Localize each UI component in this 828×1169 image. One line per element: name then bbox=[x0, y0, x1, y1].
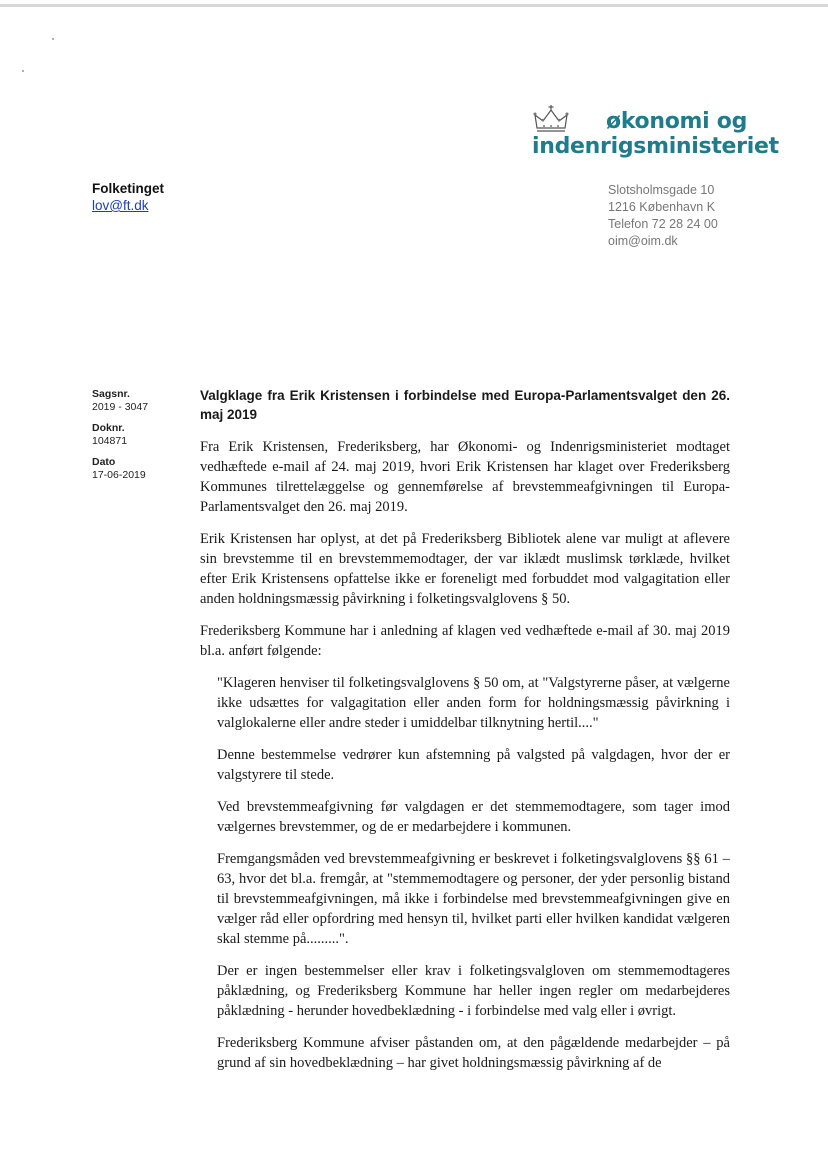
meta-case-number bbox=[92, 388, 148, 414]
meta-value: 104871 bbox=[92, 435, 128, 447]
body-paragraph: Frederiksberg Kommune har i anledning af klagen ved vedhæftede e-mail af 30. maj 2019 bl.a. anført følgende: bbox=[200, 623, 730, 659]
meta-document-number bbox=[92, 422, 148, 448]
quote-paragraph: "Klageren henviser til folketingsvalglovens § 50 om, at "Valgstyrerne påser, at vælgerne ikke udsættes for valgagitation eller anden form for holdningsmæssig påvirkning i valglokalerne eller andre steder i umiddelbar tilknytning hertil...." bbox=[217, 675, 730, 731]
quote-paragraph: Frederiksberg Kommune afviser påstanden om, at den pågældende medarbejder – på grund af sin hovedbeklædning – har givet holdningsmæssig påvirkning af de bbox=[217, 1035, 730, 1071]
address-line: oim@oim.dk bbox=[608, 234, 678, 248]
quote-paragraph: Der er ingen bestemmelser eller krav i folketingsvalgloven om stemmemodtageres påklædning, og Frederiksberg Kommune har heller ingen regler om medarbejderes påklædning - herunder hovedbeklædning - i forbindelse med valg eller i øvrigt. bbox=[217, 963, 730, 1019]
address-line: 1216 København K bbox=[608, 200, 716, 214]
body-paragraph: Erik Kristensen har oplyst, at det på Frederiksberg Bibliotek alene var muligt at aflevere sin brevstemme til en brevstemmemodtager, der var iklædt muslimsk tørklæde, hvilket efter Erik Kristensens opfattelse ikke er foreneligt med forbuddet mod valgagitation eller anden holdningsmæssig påvirkning i folketingsvalglovens § 50. bbox=[200, 531, 730, 607]
address-line: Slotsholmsgade 10 bbox=[608, 183, 715, 197]
meta-label: Dato bbox=[92, 456, 116, 468]
document-meta bbox=[92, 388, 148, 490]
meta-value: 2019 - 3047 bbox=[92, 401, 149, 413]
scan-speck bbox=[22, 70, 24, 72]
sender-address bbox=[608, 182, 718, 250]
ministry-logo bbox=[532, 104, 779, 166]
quote-paragraph: Denne bestemmelse vedrører kun afstemning på valgsted på valgdagen, hvor der er valgstyrere til stede. bbox=[217, 747, 730, 783]
recipient-block bbox=[92, 180, 164, 214]
quoted-statement bbox=[217, 673, 730, 1073]
meta-label: Doknr. bbox=[92, 422, 125, 434]
quote-paragraph: Ved brevstemmeafgivning før valgdagen er det stemmemodtagere, som tager imod vælgernes brevstemmer, og de er medarbejdere i kommunen. bbox=[217, 799, 730, 835]
recipient-name: Folketinget bbox=[92, 181, 165, 196]
letter-subject: Valgklage fra Erik Kristensen i forbindelse med Europa-Parlamentsvalget den 26. maj 2019 bbox=[200, 388, 730, 422]
recipient-email-link[interactable]: lov@ft.dk bbox=[92, 198, 149, 213]
scan-edge-line bbox=[0, 4, 828, 7]
address-line: Telefon 72 28 24 00 bbox=[608, 217, 718, 231]
letter-body bbox=[200, 386, 730, 1085]
meta-value: 17-06-2019 bbox=[92, 469, 146, 481]
body-paragraph: Fra Erik Kristensen, Frederiksberg, har Økonomi- og Indenrigsministeriet modtaget vedhæftede e-mail af 24. maj 2019, hvori Erik Kristensen har klaget over Frederiksberg Kommunes tilrettelæggelse og gennemførelse af brevstemmeafgivningen til Europa-Parlamentsvalget den 26. maj 2019. bbox=[200, 439, 730, 515]
meta-label: Sagsnr. bbox=[92, 388, 130, 400]
meta-date bbox=[92, 456, 148, 482]
logo-text-line2: indenrigsministeriet bbox=[532, 134, 779, 159]
crown-icon bbox=[532, 104, 570, 134]
scan-speck bbox=[52, 38, 54, 40]
logo-text-line1: økonomi og bbox=[606, 109, 748, 134]
quote-paragraph: Fremgangsmåden ved brevstemmeafgivning er beskrevet i folketingsvalglovens §§ 61 – 63, hvor det bl.a. fremgår, at "stemmemodtagere og personer, der yder personlig bistand til brevstemmeafgivningen, må ikke i forbindelse med brevstemmeafgivningen give en vælger råd eller opfordring med hensyn til, hvilket parti eller hvilken kandidat vælgeren skal stemme på.........". bbox=[217, 851, 730, 947]
